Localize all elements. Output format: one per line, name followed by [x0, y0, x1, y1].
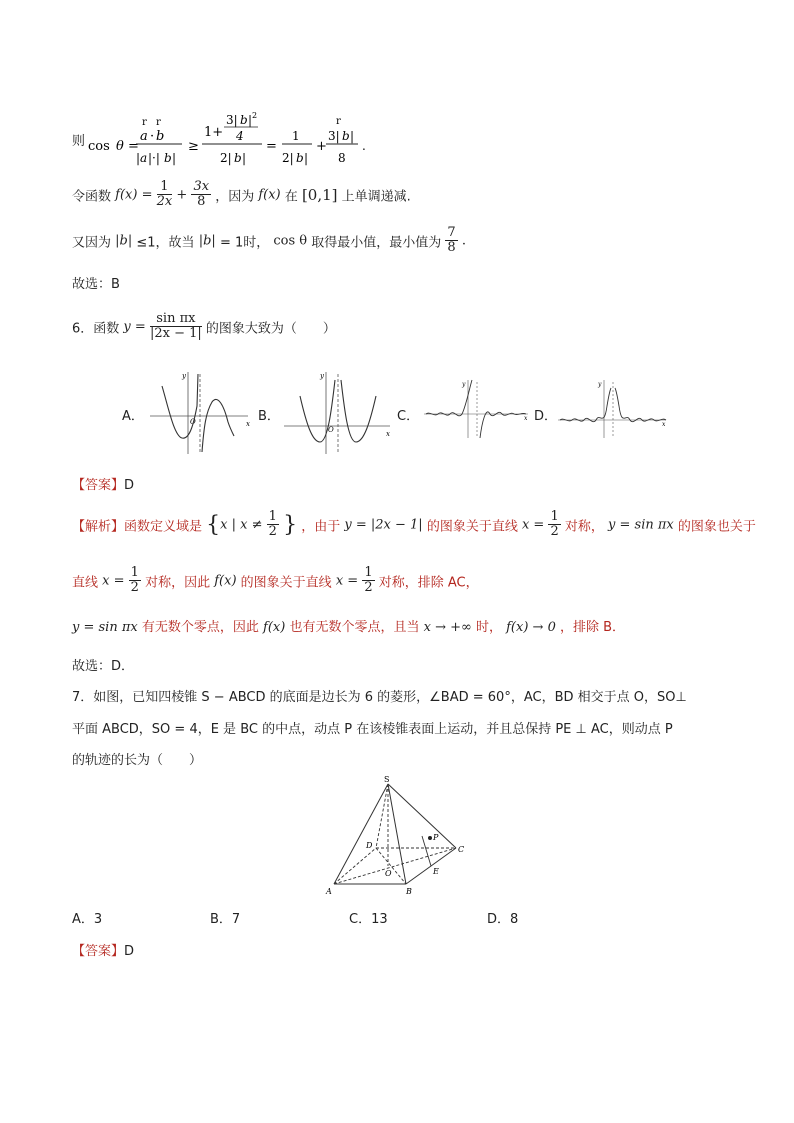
svg-text:|: |: [242, 151, 247, 165]
svg-text:x: x: [386, 430, 390, 438]
svg-text:b: b: [156, 129, 165, 144]
svg-text:b: b: [296, 151, 304, 165]
q6-answer: 【答案】D: [72, 478, 135, 493]
q6-analysis-line-3: y = sin πx 有无数个零点，因此 f(x) 也有无数个零点，且当 x → +∞ 时， f(x) → 0 ，排除 B．: [72, 620, 626, 635]
svg-text:r: r: [336, 116, 341, 127]
svg-text:y: y: [462, 381, 466, 388]
svg-text:1+: 1+: [204, 125, 224, 140]
choose-b: 故选：B: [72, 277, 120, 292]
svg-text:4: 4: [236, 129, 244, 143]
svg-text:b: b: [240, 113, 248, 127]
q6-graph-b: [282, 366, 394, 458]
svg-text:|: |: [136, 151, 141, 165]
cos-text: cos: [88, 139, 110, 154]
svg-text:|: |: [172, 151, 177, 165]
svg-text:1: 1: [292, 129, 300, 143]
svg-text:O: O: [190, 418, 196, 426]
svg-text:O: O: [328, 426, 334, 434]
question-6-stem: 6．函数 y = $\frac{\text{sin πx}}{|2x - 1|}$ 的图象大致为（ ）: [72, 311, 336, 342]
q6-option-c-label: C．: [397, 409, 420, 424]
fx-symbol: f(x): [115, 187, 138, 203]
svg-text:|·|: |·|: [148, 151, 160, 165]
svg-text:=: =: [266, 139, 277, 154]
svg-text:|: |: [350, 129, 355, 143]
svg-text:y: y: [320, 372, 324, 380]
svg-text:r: r: [142, 117, 147, 128]
svg-text:a: a: [140, 151, 148, 165]
q7-answer: 【答案】D: [72, 944, 135, 959]
then-prefix: 则: [72, 134, 86, 149]
svg-text:.: .: [362, 139, 366, 153]
q7-option-c: C．13: [349, 912, 388, 927]
svg-text:2|: 2|: [282, 151, 294, 165]
label-e: E: [433, 867, 439, 876]
svg-text:+: +: [316, 139, 327, 154]
q6-option-a-label: A．: [122, 409, 144, 424]
svg-text:y: y: [598, 381, 602, 388]
pyramid-figure: [322, 774, 472, 896]
q6-analysis-line-1: 【解析】函数定义域是 {x | x ≠ $\frac{1}{2}$ } ，由于 y = |2x − 1| 的图象关于直线 x = $\frac{1}{2}$ 对称， y = sin πx 的图象也关于: [72, 509, 756, 540]
svg-text:y: y: [182, 372, 186, 380]
label-o: O: [385, 869, 392, 878]
derivation-line-2: 令函数 f(x) = $\frac{1}{2x}$ + $\frac{3x}{8}$ ，因为 f(x) 在 [0,1] 上单调递减.: [72, 179, 411, 210]
q6-function-fraction: $\frac{\text{sin πx}}{|2x - 1|}$: [149, 311, 202, 342]
svg-text:x: x: [246, 420, 250, 428]
svg-text:r: r: [156, 117, 161, 128]
svg-text:b: b: [342, 129, 350, 143]
q7-option-b: B．7: [210, 912, 241, 927]
label-c: C: [458, 845, 465, 854]
q6-graph-d: [556, 376, 670, 442]
svg-text:·: ·: [150, 129, 155, 144]
q6-option-b-label: B．: [258, 409, 280, 424]
q7-option-d: D．8: [487, 912, 519, 927]
svg-text:=: =: [128, 139, 139, 154]
svg-text:8: 8: [338, 151, 346, 165]
derivation-line-3: 又因为 |b| ≤1，故当 |b| = 1时， cos θ 取得最小值，最小值为 $\frac{7}{8}$ .: [72, 225, 466, 256]
label-b: B: [406, 887, 412, 896]
svg-text:b: b: [164, 151, 172, 165]
q6-graph-a: [148, 366, 254, 458]
svg-text:2: 2: [252, 111, 258, 120]
cos-theta-inequality: [86, 110, 376, 170]
min-value-fraction: $\frac{7}{8}$: [447, 225, 456, 256]
q6-graph-c: [422, 376, 532, 442]
fraction-1-over-2x: $\frac{1}{2x}$: [156, 179, 173, 210]
svg-text:x: x: [524, 415, 528, 422]
q7-option-a: A．3: [72, 912, 103, 927]
q7-line-2: 平面 ABCD，SO = 4，E 是 BC 的中点，动点 P 在该棱锥表面上运动，并且总保持 PE ⊥ AC，则动点 P: [72, 722, 673, 737]
q7-line-1: 7．如图，已知四棱锥 S − ABCD 的底面是边长为 6 的菱形，∠BAD = 60°，AC，BD 相交于点 O，SO⊥: [72, 690, 687, 705]
label-s: S: [384, 775, 390, 784]
interval: [0,1]: [301, 185, 338, 204]
label-a: A: [326, 887, 332, 896]
svg-text:b: b: [234, 151, 242, 165]
fraction-3x-over-8: $\frac{3x}{8}$: [193, 179, 210, 210]
svg-text:3|: 3|: [226, 113, 238, 127]
label-p: P: [433, 833, 439, 842]
svg-text:|: |: [248, 113, 253, 127]
svg-text:2|: 2|: [220, 151, 232, 165]
q6-option-d-label: D．: [534, 409, 558, 424]
q6-analysis-line-2: 直线 x = $\frac{1}{2}$ 对称，因此 f(x) 的图象关于直线 x = $\frac{1}{2}$ 对称，排除 AC，: [72, 565, 479, 596]
q7-line-3: 的轨迹的长为（ ）: [72, 753, 203, 768]
svg-text:x: x: [662, 421, 666, 428]
svg-text:a: a: [140, 129, 148, 144]
svg-text:3|: 3|: [328, 129, 340, 143]
label-d: D: [366, 841, 373, 850]
theta-text: θ: [116, 139, 124, 154]
svg-text:|: |: [304, 151, 309, 165]
q6-choose: 故选：D．: [72, 659, 135, 674]
svg-text:≥: ≥: [188, 139, 199, 154]
